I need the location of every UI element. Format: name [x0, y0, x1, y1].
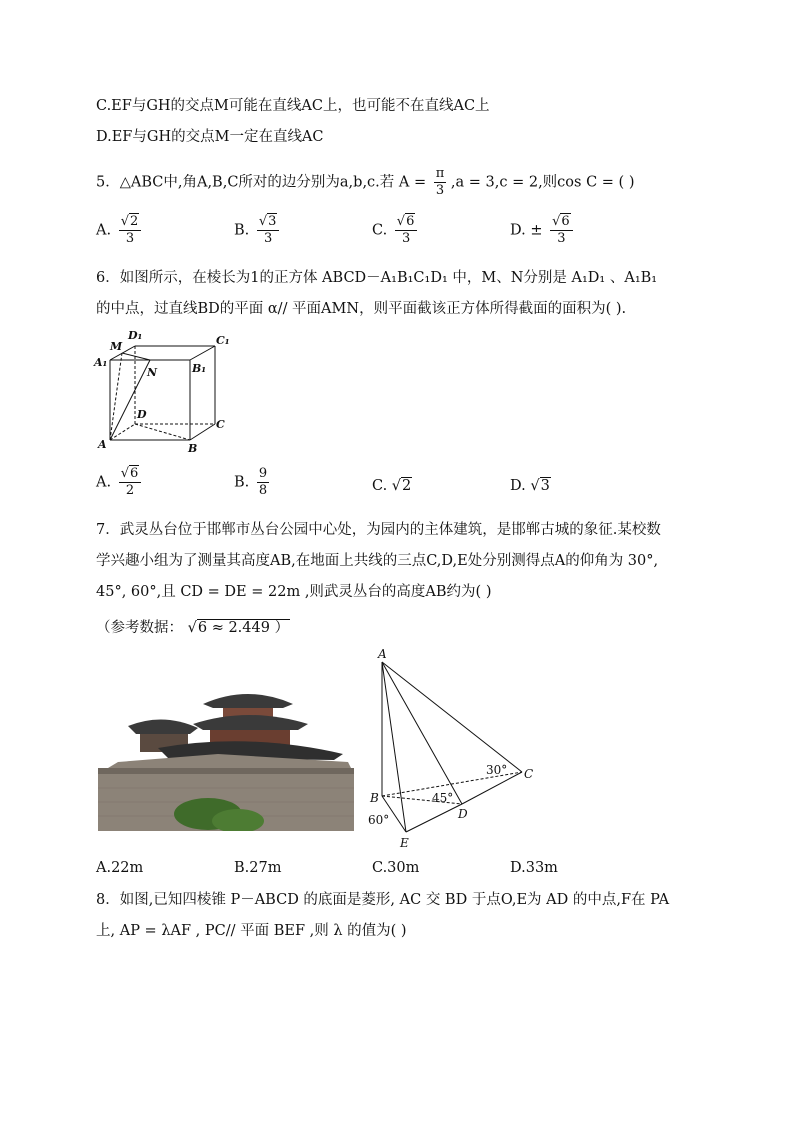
q7-reference: （参考数据： √6 ≈ 2.449 ） — [96, 620, 290, 636]
q6-b-frac — [257, 466, 269, 499]
cube-label-c1: C₁ — [216, 334, 230, 347]
q7-line3: 45°, 60°,且 CD = DE = 22m ,则武灵丛台的高度AB约为( ) — [96, 584, 492, 600]
q7-option-c: C.30m — [372, 860, 420, 876]
q5-cond-den: 3 — [435, 183, 445, 198]
q5-c-rad: 6 — [406, 214, 415, 229]
q6-option-c: C. √2 — [372, 478, 412, 494]
diag-angle-30: 30° — [486, 763, 508, 777]
q5-b-rad: 3 — [268, 214, 277, 229]
q5-a-num: √2 — [119, 214, 142, 231]
q6-c-rad: 2 — [402, 478, 412, 494]
q5-d-num: √6 — [550, 214, 573, 231]
cube-label-d1: D₁ — [128, 329, 143, 342]
q7-option-d: D.33m — [510, 860, 558, 876]
q5-option-b — [234, 214, 279, 247]
diag-angle-60: 60° — [368, 813, 390, 827]
q5-a-den: 3 — [125, 231, 135, 246]
q6-option-a — [96, 466, 141, 499]
diag-label-d: D — [458, 807, 468, 821]
cube-label-a1: A₁ — [94, 356, 108, 369]
q6-a-num: √6 — [119, 466, 142, 483]
q5-c-den: 3 — [401, 231, 411, 246]
q5-d-label: D. ± — [510, 222, 543, 239]
q6-a-den: 2 — [125, 483, 135, 498]
cube-label-b1: B₁ — [192, 362, 207, 375]
q5-d-frac — [550, 214, 573, 247]
q5-option-d — [510, 214, 573, 247]
elevation-diagram — [366, 644, 546, 854]
q5-a-label: A. — [96, 222, 112, 239]
q6-line2: 的中点，过直线BD的平面 α// 平面AMN，则平面截该正方体所得截面的面积为( ). — [96, 301, 627, 317]
cube-diagram — [92, 328, 242, 460]
q5-a-rad: 2 — [130, 214, 139, 229]
q5-stem-end: ,a = 3,c = 2,则cos C = ( ) — [450, 174, 635, 191]
q7-option-b: B.27m — [234, 860, 282, 876]
diag-label-e: E — [400, 836, 409, 850]
diag-label-b: B — [370, 791, 379, 805]
q8-line2: 上, AP = λAF , PC// 平面 BEF ,则 λ 的值为( ) — [96, 923, 407, 939]
q5-option-c — [372, 214, 417, 247]
congtai-photo — [98, 676, 354, 831]
q5-c-label: C. — [372, 222, 388, 239]
q5-c-frac — [395, 214, 418, 247]
q6-b-den: 8 — [258, 483, 268, 498]
q5-b-den: 3 — [264, 231, 273, 246]
q4-option-c: C.EF与GH的交点M可能在直线AC上，也可能不在直线AC上 — [96, 98, 490, 114]
diag-label-c: C — [524, 767, 534, 781]
q5-cond-num: π — [435, 166, 445, 181]
cube-label-n: N — [147, 366, 158, 379]
q6-option-b — [234, 466, 269, 499]
q7-line2: 学兴趣小组为了测量其高度AB,在地面上共线的三点C,D,E处分别测得点A的仰角为 30°, — [96, 553, 659, 569]
cube-label-a: A — [98, 438, 107, 451]
cube-label-b: B — [188, 442, 198, 455]
q7-line1: 7．武灵丛台位于邯郸市丛台公园中心处，为园内的主体建筑，是邯郸古城的象征.某校数 — [96, 522, 661, 538]
q6-b-label: B. — [234, 474, 250, 491]
q7-option-a: A.22m — [96, 860, 144, 876]
q6-c-label: C. — [372, 478, 388, 494]
q6-d-label: D. — [510, 478, 526, 494]
cube-label-d: D — [137, 408, 147, 421]
q6-a-rad: 6 — [130, 466, 139, 481]
q5-b-num: √3 — [257, 214, 280, 231]
q6-d-rad: 3 — [540, 478, 550, 494]
q5-d-den: 3 — [557, 231, 566, 246]
q5-stem — [96, 166, 634, 199]
q8-line1: 8．如图,已知四棱锥 P－ABCD 的底面是菱形, AC 交 BD 于点O,E为 AD 的中点,F在 PA — [96, 892, 670, 908]
q5-condition-fraction — [434, 166, 447, 199]
cube-label-c: C — [216, 418, 225, 431]
diag-label-a: A — [378, 647, 387, 661]
q4-option-d: D.EF与GH的交点M一定在直线AC — [96, 129, 324, 145]
q5-stem-start: 5．△ABC中,角A,B,C所对的边分别为a,b,c.若 — [96, 174, 395, 191]
q7-ref-value: 6 ≈ 2.449 ） — [197, 620, 290, 636]
q5-d-rad: 6 — [561, 214, 570, 229]
q7-ref-prefix: （参考数据： — [96, 620, 183, 636]
q6-option-d: D. √3 — [510, 478, 550, 494]
q6-b-num: 9 — [258, 466, 268, 481]
q5-c-num: √6 — [395, 214, 418, 231]
q5-condition-prefix: A = — [398, 174, 427, 191]
diag-angle-45: 45° — [432, 791, 454, 805]
q5-a-frac — [119, 214, 142, 247]
q6-line1: 6．如图所示，在棱长为1的正方体 ABCD－A₁B₁C₁D₁ 中，M、N分别是 A₁D₁ 、A₁B₁ — [96, 270, 658, 286]
q5-b-frac — [257, 214, 280, 247]
cube-label-m: M — [110, 340, 123, 353]
q6-a-frac — [119, 466, 142, 499]
q6-a-label: A. — [96, 474, 112, 491]
q5-option-a — [96, 214, 141, 247]
q5-b-label: B. — [234, 222, 250, 239]
